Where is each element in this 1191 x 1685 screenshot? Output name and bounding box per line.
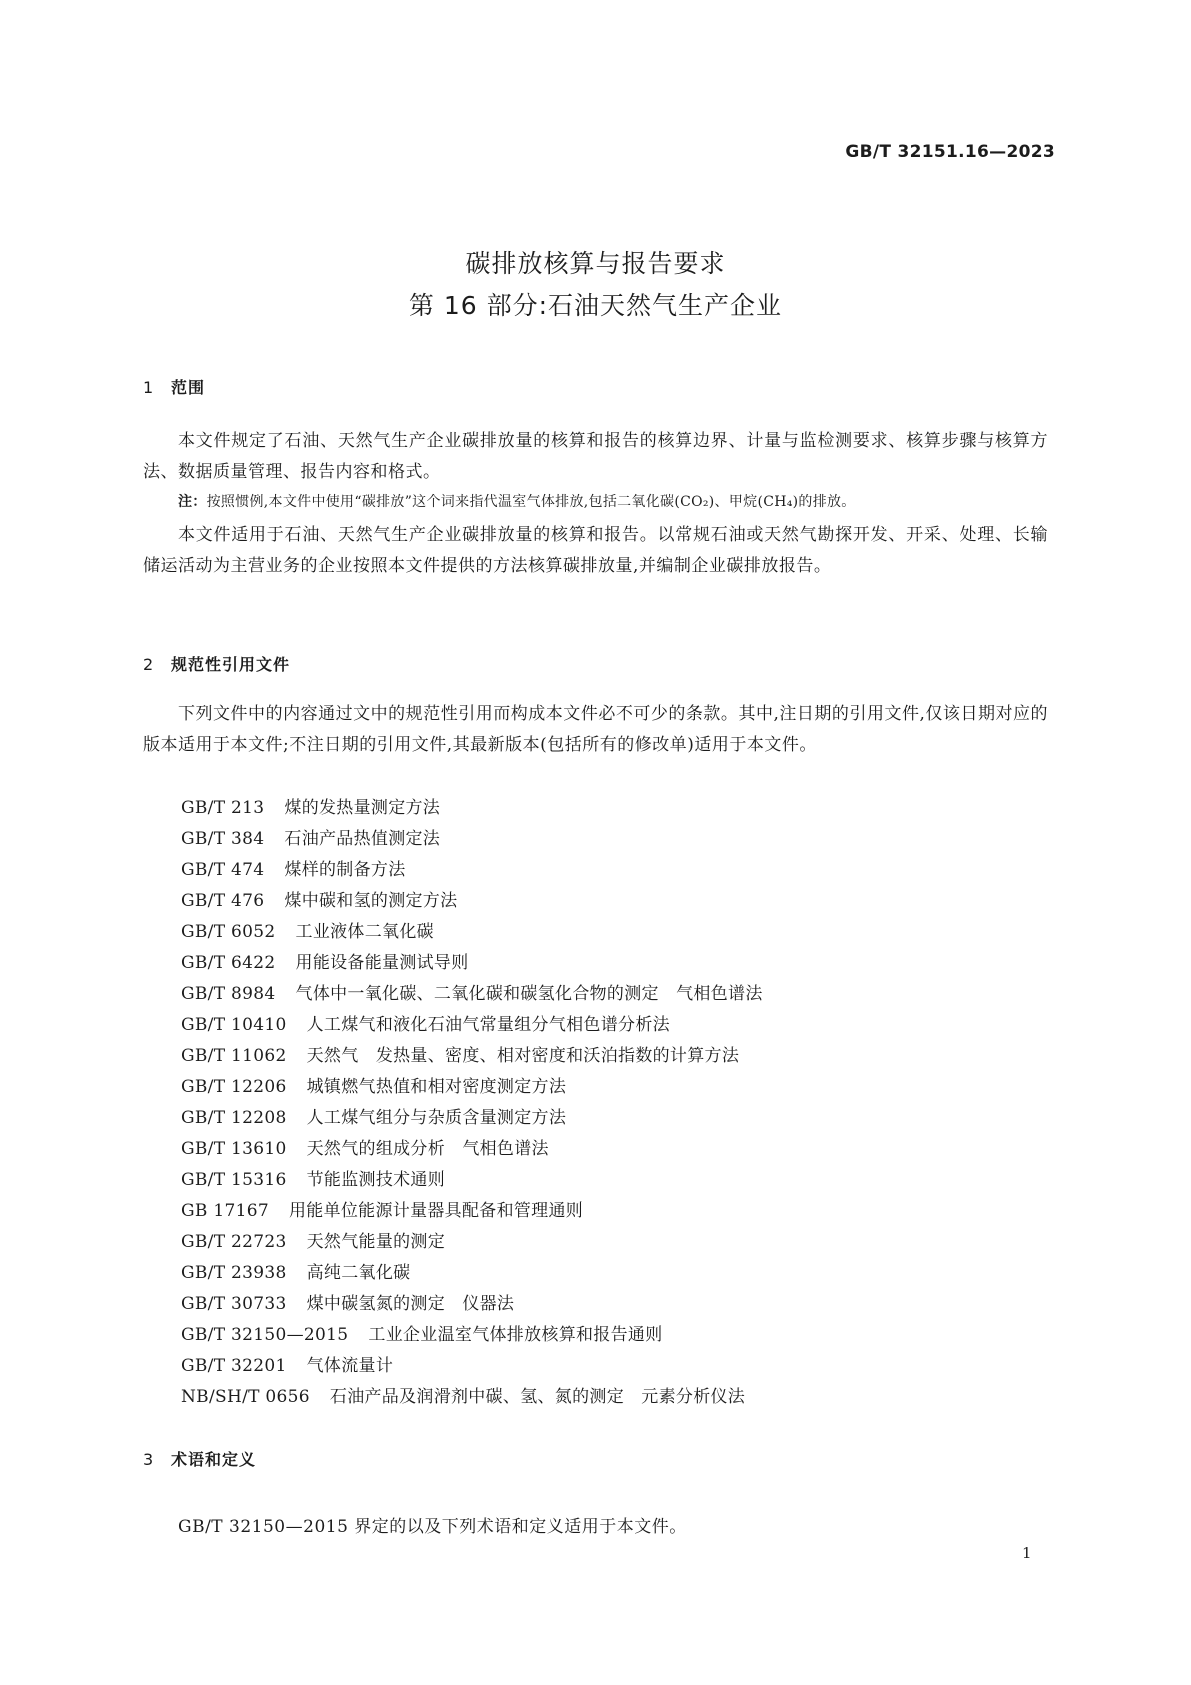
reference-item <box>181 1072 763 1103</box>
section-title: 规范性引用文件 <box>171 655 291 674</box>
note-text: 按照惯例,本文件中使用“碳排放”这个词来指代温室气体排放,包括二氧化碳(CO₂)、甲烷(CH₄)的排放。 <box>206 494 856 510</box>
reference-item <box>181 1165 763 1196</box>
reference-list <box>181 793 763 1413</box>
reference-title: 煤中碳和氢的测定方法 <box>284 891 458 911</box>
reference-code: GB/T 10410 <box>181 1015 287 1035</box>
reference-title: 用能单位能源计量器具配备和管理通则 <box>288 1201 584 1221</box>
page-number: 1 <box>1022 1544 1032 1562</box>
section-number: 2 <box>143 655 155 674</box>
note-label: 注： <box>178 494 207 510</box>
reference-title: 天然气能量的测定 <box>306 1232 446 1252</box>
standard-code: GB/T 32151.16—2023 <box>845 142 1055 162</box>
reference-code: GB/T 23938 <box>181 1263 287 1283</box>
reference-title: 天然气的组成分析 气相色谱法 <box>306 1139 549 1159</box>
section-number: 1 <box>143 378 155 397</box>
section-3-heading <box>143 1447 256 1470</box>
reference-title: 人工煤气和液化石油气常量组分气相色谱分析法 <box>306 1015 670 1035</box>
reference-code: GB 17167 <box>181 1201 269 1221</box>
reference-title: 气体流量计 <box>306 1356 394 1376</box>
reference-code: GB/T 12208 <box>181 1108 287 1128</box>
reference-item <box>181 824 763 855</box>
reference-item <box>181 1320 763 1351</box>
reference-title: 人工煤气组分与杂质含量测定方法 <box>306 1108 567 1128</box>
reference-item <box>181 1134 763 1165</box>
reference-title: 城镇燃气热值和相对密度测定方法 <box>306 1077 567 1097</box>
reference-title: 节能监测技术通则 <box>306 1170 446 1190</box>
reference-item <box>181 1258 763 1289</box>
reference-title: 工业液体二氧化碳 <box>295 922 434 942</box>
reference-item <box>181 948 763 979</box>
reference-code: GB/T 13610 <box>181 1139 287 1159</box>
scope-paragraph: 本文件规定了石油、天然气生产企业碳排放量的核算和报告的核算边界、计量与监检测要求、核算步骤与核算方法、数据质量管理、报告内容和格式。 <box>143 431 1048 482</box>
reference-title: 气体中一氧化碳、二氧化碳和碳氢化合物的测定 气相色谱法 <box>295 984 763 1004</box>
reference-title: 石油产品及润滑剂中碳、氢、氮的测定 元素分析仪法 <box>329 1387 746 1407</box>
reference-item <box>181 1382 763 1413</box>
reference-item <box>181 1196 763 1227</box>
reference-item <box>181 1351 763 1382</box>
scope-note <box>178 491 1058 511</box>
section-number: 3 <box>143 1450 155 1469</box>
reference-code: GB/T 474 <box>181 860 265 880</box>
reference-item <box>181 1010 763 1041</box>
reference-title: 天然气 发热量、密度、相对密度和沃泊指数的计算方法 <box>306 1046 740 1066</box>
reference-title: 高纯二氧化碳 <box>306 1263 411 1283</box>
reference-title: 煤的发热量测定方法 <box>284 798 441 818</box>
reference-code: NB/SH/T 0656 <box>181 1387 310 1407</box>
reference-code: GB/T 32150—2015 <box>181 1325 349 1345</box>
reference-title: 工业企业温室气体排放核算和报告通则 <box>368 1325 663 1345</box>
reference-item <box>181 793 763 824</box>
section-1-heading <box>143 375 205 398</box>
terms-paragraph: GB/T 32150—2015 界定的以及下列术语和定义适用于本文件。 <box>178 1517 687 1537</box>
reference-item <box>181 1289 763 1320</box>
references-intro: 下列文件中的内容通过文中的规范性引用而构成本文件必不可少的条款。其中,注日期的引用文件,仅该日期对应的版本适用于本文件;不注日期的引用文件,其最新版本(包括所有的修改单)适用于本文件。 <box>143 704 1048 755</box>
document-title: 碳排放核算与报告要求 <box>465 249 726 278</box>
reference-code: GB/T 11062 <box>181 1046 287 1066</box>
reference-code: GB/T 8984 <box>181 984 276 1004</box>
reference-code: GB/T 12206 <box>181 1077 287 1097</box>
reference-item <box>181 1041 763 1072</box>
reference-item <box>181 979 763 1010</box>
reference-title: 用能设备能量测试导则 <box>295 953 469 973</box>
reference-code: GB/T 32201 <box>181 1356 287 1376</box>
reference-code: GB/T 30733 <box>181 1294 287 1314</box>
section-title: 范围 <box>171 378 206 397</box>
reference-title: 煤中碳氢氮的测定 仪器法 <box>306 1294 515 1314</box>
reference-code: GB/T 6052 <box>181 922 276 942</box>
applicability-paragraph: 本文件适用于石油、天然气生产企业碳排放量的核算和报告。以常规石油或天然气勘探开发、开采、处理、长输储运活动为主营业务的企业按照本文件提供的方法核算碳排放量,并编制企业碳排放报告。 <box>143 525 1048 576</box>
section-2-heading <box>143 652 290 675</box>
reference-item <box>181 1227 763 1258</box>
reference-item <box>181 917 763 948</box>
reference-item <box>181 886 763 917</box>
reference-code: GB/T 384 <box>181 829 265 849</box>
reference-code: GB/T 22723 <box>181 1232 287 1252</box>
reference-code: GB/T 476 <box>181 891 265 911</box>
reference-code: GB/T 213 <box>181 798 265 818</box>
section-title: 术语和定义 <box>171 1450 257 1469</box>
reference-code: GB/T 6422 <box>181 953 276 973</box>
document-subtitle: 第 16 部分:石油天然气生产企业 <box>408 291 783 320</box>
reference-title: 石油产品热值测定法 <box>284 829 441 849</box>
reference-code: GB/T 15316 <box>181 1170 287 1190</box>
reference-title: 煤样的制备方法 <box>284 860 406 880</box>
reference-item <box>181 855 763 886</box>
reference-item <box>181 1103 763 1134</box>
